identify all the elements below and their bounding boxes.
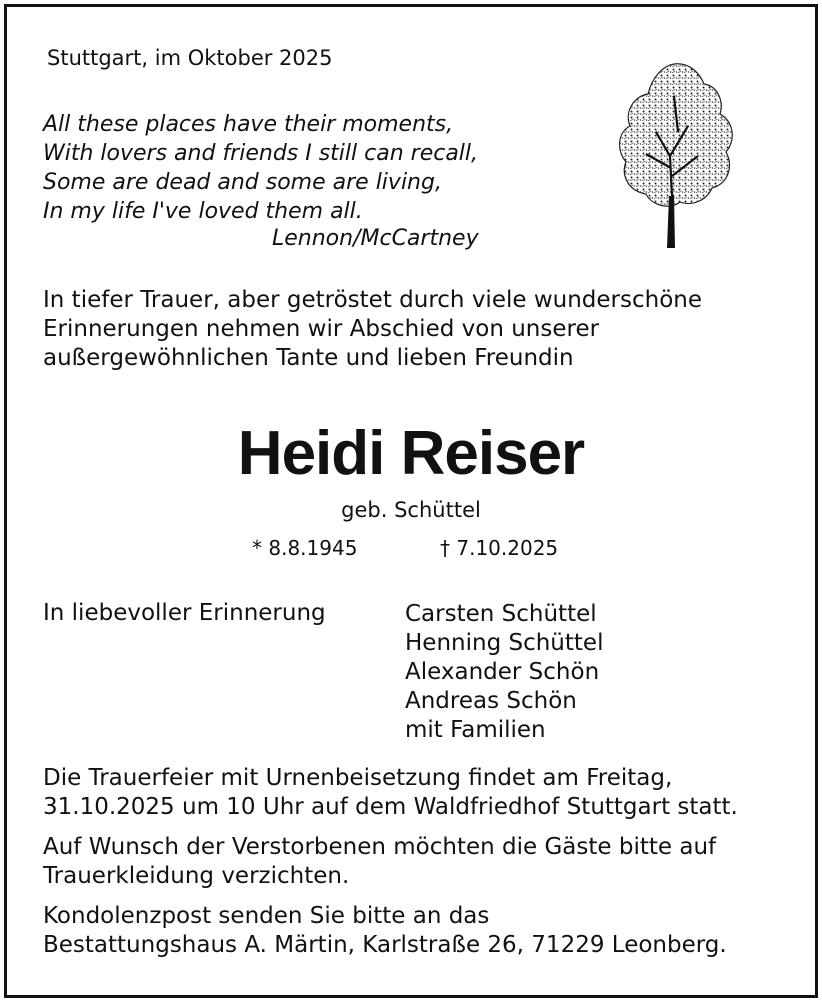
ceremony-line: 31.10.2025 um 10 Uhr auf dem Waldfriedhof Stuttgart statt.: [43, 794, 738, 820]
place-date: Stuttgart, im Oktober 2025: [47, 46, 333, 70]
death-date: † 7.10.2025: [440, 536, 559, 560]
dress-line: Auf Wunsch der Verstorbenen möchten die Gäste bitte auf: [43, 834, 717, 860]
dress-note: [43, 833, 716, 891]
mourner: mit Familien: [405, 717, 546, 743]
memory-label: In liebevoller Erinnerung: [43, 600, 326, 626]
ceremony-line: Die Trauerfeier mit Urnenbeisetzung findet am Freitag,: [43, 765, 673, 791]
mourner: Carsten Schüttel: [405, 601, 597, 627]
mourner: Andreas Schön: [405, 688, 577, 714]
maiden-name: geb. Schüttel: [341, 498, 481, 522]
mourner: Alexander Schön: [405, 659, 600, 685]
poem: [43, 110, 478, 226]
tree-icon: [612, 56, 742, 252]
mourners-list: [405, 600, 603, 745]
poem-line: With lovers and friends I still can recall,: [43, 141, 479, 166]
condolence-line: Bestattungshaus A. Märtin, Karlstraße 26, 71229 Leonberg.: [43, 932, 727, 958]
poem-line: In my life I've loved them all.: [43, 199, 363, 224]
mourner: Henning Schüttel: [405, 630, 604, 656]
birth-date: * 8.8.1945: [252, 536, 358, 560]
intro-line: außergewöhnlichen Tante und lieben Freundin: [43, 345, 574, 371]
ceremony-info: [43, 764, 738, 822]
condolence-line: Kondolenzpost senden Sie bitte an das: [43, 903, 490, 929]
intro-line: Erinnerungen nehmen wir Abschied von unserer: [43, 316, 600, 342]
condolence-info: [43, 902, 727, 960]
intro-text: [43, 286, 702, 373]
poem-line: All these places have their moments,: [43, 112, 454, 137]
deceased-name: Heidi Reiser: [237, 419, 585, 488]
dress-line: Trauerkleidung verzichten.: [43, 863, 350, 889]
poem-author: Lennon/McCartney: [272, 226, 479, 251]
intro-line: In tiefer Trauer, aber getröstet durch viele wunderschöne: [43, 287, 702, 313]
poem-line: Some are dead and some are living,: [43, 170, 442, 195]
